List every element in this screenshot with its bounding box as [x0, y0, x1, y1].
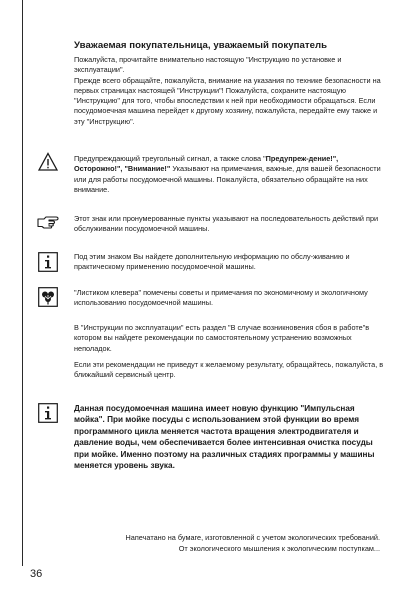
warning-triangle-icon	[38, 152, 58, 172]
footer-line-2: От экологического мышления к экологическим поступкам...	[178, 543, 380, 553]
warning-section	[74, 154, 386, 195]
clover-leaf-icon	[38, 287, 58, 307]
info-icon	[38, 252, 58, 272]
intro-section	[74, 55, 386, 127]
troubleshooting-paragraph-1: В "Инструкции по эксплуатации" есть раздел "В случае возникновения сбоя в работе"в котором вы найдете рекомендации по самостоятельному устранению возможных неполадок.	[74, 323, 370, 353]
page-title: Уважаемая покупательница, уважаемый покупатель	[74, 40, 328, 51]
troubleshooting-paragraph-2: Если эти рекомендации не приведут к желаемому результату, обращайтесь, пожалуйста, в ближайший сервисный центр.	[74, 359, 384, 380]
impulse-text: Данная посудомоечная машина имеет новую функцию "Импульсная мойка". При мойке посуды с использованием этой функции во время программного цикла меняется частота вращения электродвигателя и давление воды, чем обеспечивается более интенсивная очистка посуды при мойке. Именно поэтому на различных стадиях программы у машины меняется уровень звука.	[74, 404, 375, 471]
eco-section	[74, 288, 386, 309]
intro-paragraph-2: Прежде всего обращайте, пожалуйста, внимание на указания по технике безопасности на первых страницах настоящей "Инструкции"! Пожалуйста, сохраните настоящую "Инструкцию" для того, чтобы впоследствии к ней при необходимости обращаться. Если посудомоечная машина перейдет к другому хозяину, пожалуйста, передайте ему также и эту "Инструкцию".	[74, 75, 381, 126]
info-icon	[38, 403, 58, 423]
info-section	[74, 252, 386, 273]
page-number: 36	[30, 568, 43, 580]
hand-section	[74, 214, 386, 235]
hand-text: Этот знак или пронумерованные пункты указывают на последовательность действий при обслуживании посудомоечной машины.	[74, 214, 379, 234]
warning-text: Предупреждающий треугольный сигнал, а также слова "Предупреж-дение!", Осторожно!", "Внимание!" Указывают на примечания, важные, для вашей безопасности или для работы посудомоечной машины. Пожалуйста, обязательно обращайте на них внимание.	[74, 154, 381, 194]
impulse-section	[74, 403, 386, 471]
info-text: Под этим знаком Вы найдете дополнительную информацию по обслу-живанию и практическому применению посудомоечной машины.	[74, 252, 350, 272]
footer-line-1: Напечатано на бумаге, изготовленной с учетом экологических требований.	[125, 533, 380, 542]
margin-rule	[22, 0, 23, 566]
pointing-hand-icon	[36, 214, 60, 234]
intro-paragraph-1: Пожалуйста, прочитайте внимательно настоящую "Инструкцию по установке и эксплуатации".	[74, 55, 342, 75]
troubleshooting-section	[74, 323, 386, 380]
eco-footer	[74, 533, 380, 554]
warning-keywords: Предупреж-дение!", Осторожно!", "Внимание!"	[74, 154, 339, 174]
eco-text: "Листиком клевера" помечены советы и примечания по экономичному и экологичному использованию посудомоечной машины.	[74, 288, 368, 308]
